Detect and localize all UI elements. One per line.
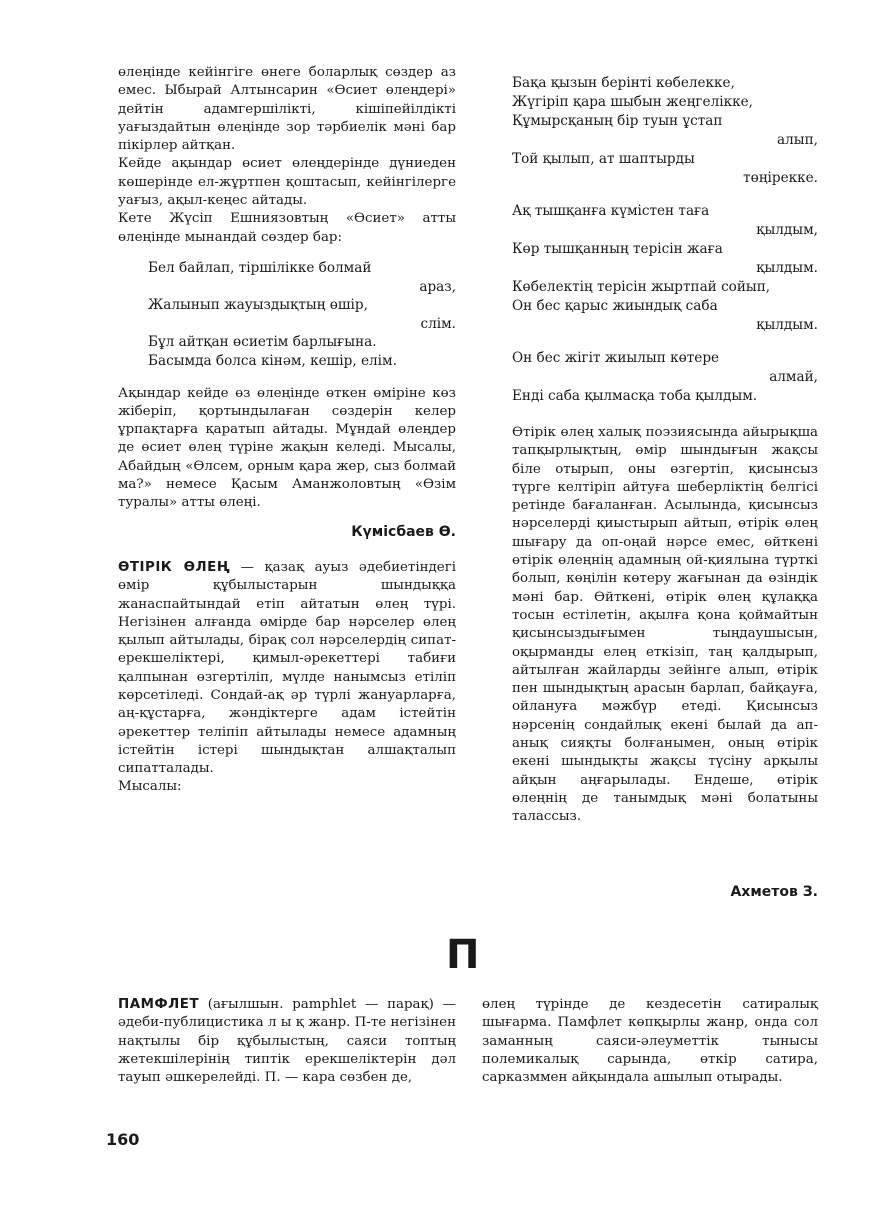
right-column-top <box>512 64 818 827</box>
pamphlet-body-right: өлең түрінде де кездесетін сатиралық шығарма. Памфлет көпқырлы жанр, онда сол заманның саяси-әлеуметтік тынысы полемикалық сарында, өткір сатира, сарказммен айқындала ашылып отырады. <box>482 997 818 1086</box>
example-label: Мысалы: <box>118 779 182 795</box>
right-verse-line: алып, <box>777 132 818 148</box>
left-verse-line: араз, <box>419 278 456 295</box>
pamphlet-headword: ПАМФЛЕТ <box>118 997 200 1012</box>
page-number: 160 <box>106 1130 140 1149</box>
left-verse-line: Басымда болса кінәм, кешір, елім. <box>148 352 397 369</box>
right-verse-line: Енді саба қылмасқа тоба қылдым. <box>512 388 758 404</box>
right-verse-line: алмай, <box>769 369 818 385</box>
right-column-bottom <box>482 996 818 1087</box>
entry-headword: ӨТІРІК ӨЛЕҢ <box>118 559 231 575</box>
right-verse-line: қылдым, <box>756 222 818 238</box>
intro-paragraph: өлеңінде кейінгіге өнеге боларлық сөздер аз емес. Ыбырай Алтынсарин «Өсиет өлеңдері» дейтін адамгершілікті, кішіпейілдікті уағыздайтын өлеңінде зор тәрбиелік мәні бар пікірлер айтқан. <box>118 65 456 154</box>
right-paragraph: Өтірік өлең халық поэзиясында айырықша тапқырлықтың, өмір шындығын жақсы біле отырып, оны өзгертіп, қисынсыз түрге келтіріп айтуға шеберліктің белгісі ретінде бағаланған. Асылында, қисынсыз нәрселерді қиыстырып айтып, өтірік өлең шығару да оп-оңай нәрсе емес, өйткені өтірік өлеңнің адамның ой-қиялына түрткі болып, көңілін көтеру жағынан да өзіндік мәні бар. Өйткені, өтірік өлең құлаққа тосын естілетін, ақылға қона қоймайтын қисынсыздығымен тыңдаушысын, оқырманды елең еткізіп, таң қалдырып, айтылған жайларды зейінге алып, өтірік пен шындықтың арасын барлап, байқауға, ойлануға мәжбүр етеді. Қисынсыз нәрсенің сондайлық екені былай да ап-анық сияқты болғанымен, оның өтірік екені шындықты жақсы түсіну арқылы айқын аңғарылады. Ендеше, өтірік өлеңнің де танымдық мәні болатыны талассыз. <box>512 425 818 825</box>
entry-otirik-olen <box>118 559 456 779</box>
pamphlet-body-left: (ағылшын. pamphlet — парақ) — әдеби-публицистика л ы қ жанр. П-те негізінен нақтылы бір құбылыстың, саяси топтың жетекшілерінің типтік ерекшеліктерін дәл тауып әшкерелейді. П. — кара сөзбен де, <box>118 997 456 1086</box>
right-verse-line: Көр тышқанның терісін жаға <box>512 241 723 257</box>
right-verse-stanza-gap <box>512 188 818 202</box>
right-verse-line: Құмырсқаның бір туын ұстап <box>512 113 723 129</box>
left-column-bottom <box>118 996 456 1087</box>
signature-kumisbaev: Күмісбаев Ө. <box>351 523 456 540</box>
paragraph-3: Кете Жүсіп Ешниязовтың «Өсиет» атты өлеңінде мынандай сөздер бар: <box>118 211 456 245</box>
right-verse-line: Той қылып, ат шаптырды <box>512 151 695 167</box>
left-verse <box>148 259 456 371</box>
left-verse-line: Жалынып жауыздықтың өшір, <box>148 297 368 314</box>
entry-body: — қазақ ауыз әдебиетіндегі өмір құбылыстарын шындыққа жанаспайтындай етіп айтатын өлең түрі. Негізінен алғанда өмірде бар нәрселер өлең қылып айтылады, бірақ сол нәрселердің сипат-ерекшеліктері, қимыл-әрекеттері табиғи қалпынан өзгертіліп, мүлде нанымсыз етіліп көрсетіледі. Сондай-ақ әр түрлі жануарларға, аң-құстарға, жәндіктерге адам істейтін әрекеттер теліпіп айтылады немесе адамның істейтін істері шындықтан алшақталып сипатталады. <box>118 559 457 777</box>
left-column-top <box>118 64 456 797</box>
right-verse-line: Ақ тышқанға күмістен таға <box>512 203 710 219</box>
right-verse-line: Он бес қарыс жиындық саба <box>512 298 718 314</box>
left-verse-line: Бұл айтқан өсиетім барлығына. <box>148 334 377 351</box>
right-verse-line: қылдым. <box>756 260 818 276</box>
entry-pamphlet <box>118 996 456 1087</box>
left-verse-line: Бел байлап, тіршілікке болмай <box>148 259 372 276</box>
right-verse-line: Бақа қызын берінті көбелекке, <box>512 75 735 91</box>
right-verse-stanza-gap <box>512 335 818 349</box>
signature-akhmetov: Ахметов З. <box>730 884 818 900</box>
right-verse-line: қылдым. <box>756 317 818 333</box>
paragraph-4: Ақындар кейде өз өлеңінде өткен өміріне көз жіберіп, қортындылаған сөздерін келер ұрпақтарға қаратып айтады. Мұндай өлеңдер де өсиет өлең түріне жақын келеді. Мысалы, Абайдың «Өлсем, орным қара жер, сыз болмай ма?» немесе Қасым Аманжоловтың «Өзім туралы» атты өлеңі. <box>118 385 456 511</box>
paragraph-2: Кейде ақындар өсиет өлеңдерінде дүниеден көшерінде ел-жұртпен қоштасып, кейінгілерге уағыз, ақыл-кеңес айтады. <box>118 156 456 209</box>
right-verse-line: төңірекке. <box>743 170 818 186</box>
right-verse <box>512 74 818 406</box>
section-letter: П <box>446 932 480 978</box>
left-verse-line: слім. <box>420 315 456 332</box>
right-verse-line: Он бес жігіт жиылып көтере <box>512 350 720 366</box>
right-verse-line: Жүгіріп қара шыбын жеңгелікке, <box>512 94 753 110</box>
right-verse-line: Көбелектің терісін жыртпай сойып, <box>512 279 771 295</box>
